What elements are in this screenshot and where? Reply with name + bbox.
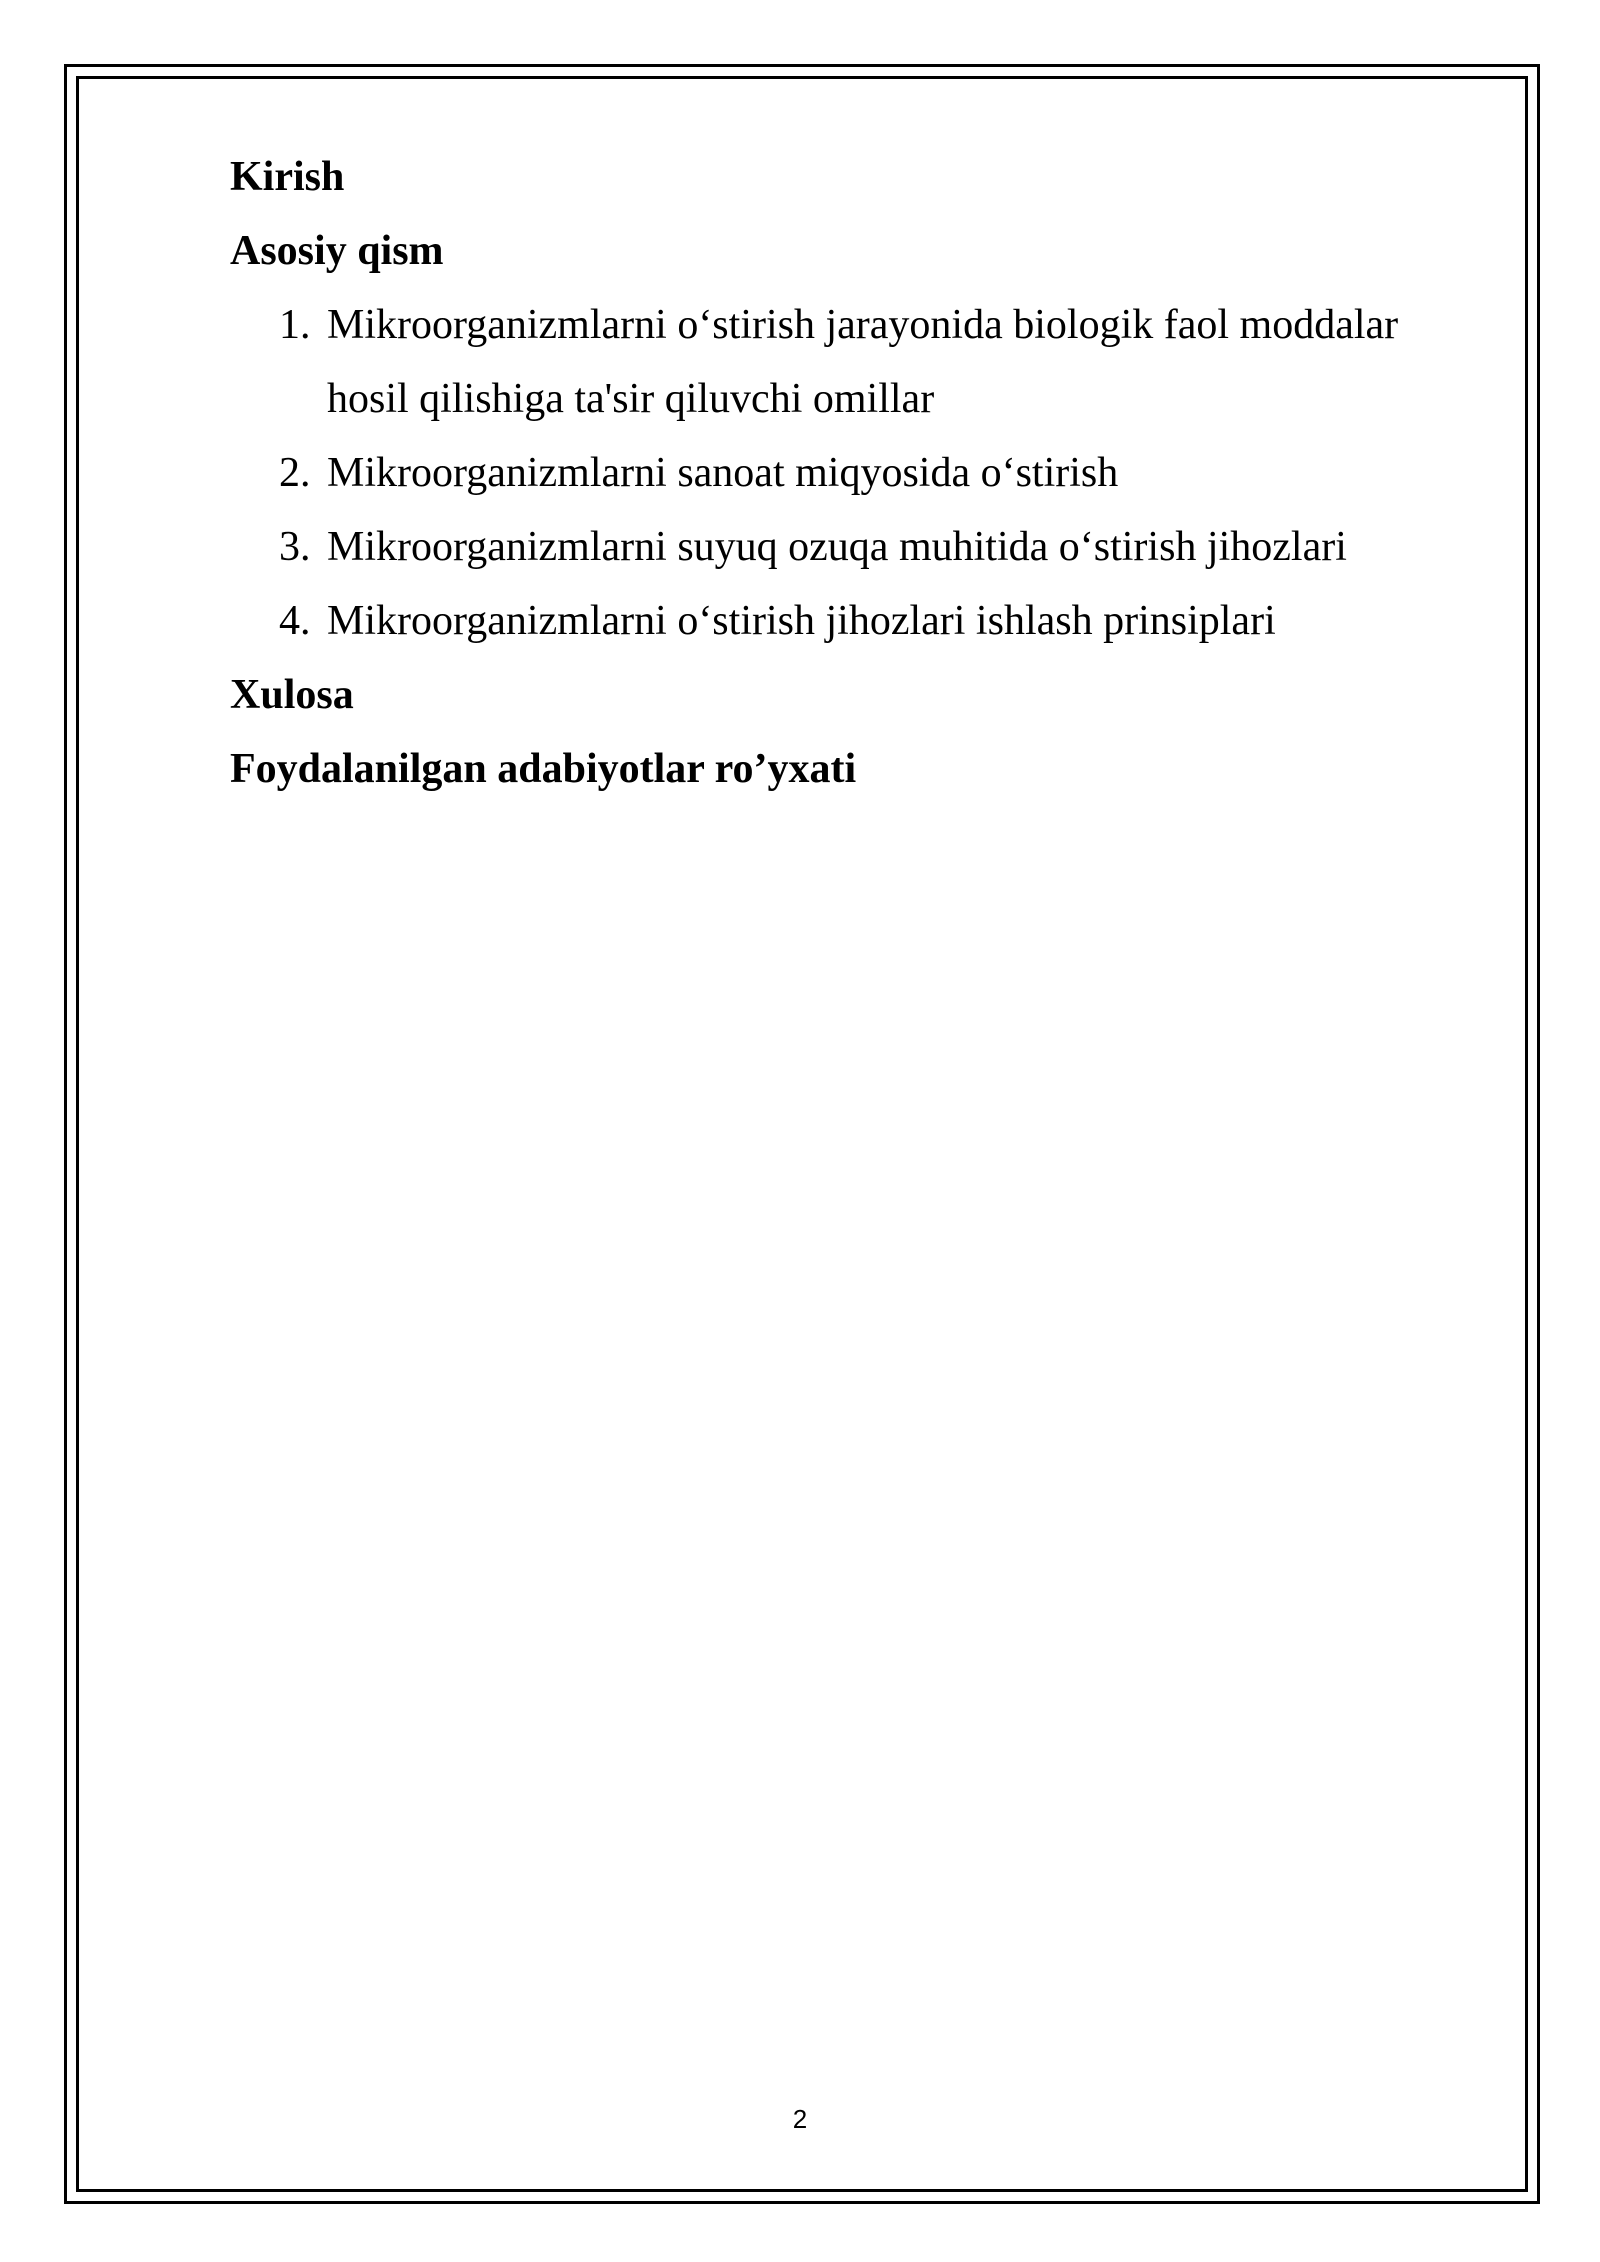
toc-item-text: Mikroorganizmlarni suyuq ozuqa muhitida o‘stirish jihozlari <box>327 524 1347 570</box>
toc-item-number: 1. <box>279 302 311 348</box>
toc-item-text: Mikroorganizmlarni o‘stirish jihozlari ishlash prinsiplari <box>327 598 1276 644</box>
toc-item-number: 4. <box>279 598 311 644</box>
toc-item-text: Mikroorganizmlarni o‘stirish jarayonida biologik faol moddalar hosil qilishiga ta'sir qiluvchi omillar <box>327 302 1399 422</box>
heading-conclusion: Xulosa <box>230 672 354 718</box>
toc-item-2 <box>230 436 1470 510</box>
toc-item-4 <box>230 584 1470 658</box>
toc-item-number: 3. <box>279 524 311 570</box>
heading-main-part: Asosiy qism <box>230 228 444 274</box>
toc-list <box>230 288 1470 658</box>
toc-item-3 <box>230 510 1470 584</box>
toc-item-1 <box>230 288 1470 436</box>
toc-item-text: Mikroorganizmlarni sanoat miqyosida o‘stirish <box>327 450 1119 496</box>
toc-item-number: 2. <box>279 450 311 496</box>
page-number: 2 <box>792 2104 808 2134</box>
table-of-contents <box>230 140 1470 806</box>
heading-references: Foydalanilgan adabiyotlar ro’yxati <box>230 746 857 792</box>
heading-intro: Kirish <box>230 154 345 200</box>
